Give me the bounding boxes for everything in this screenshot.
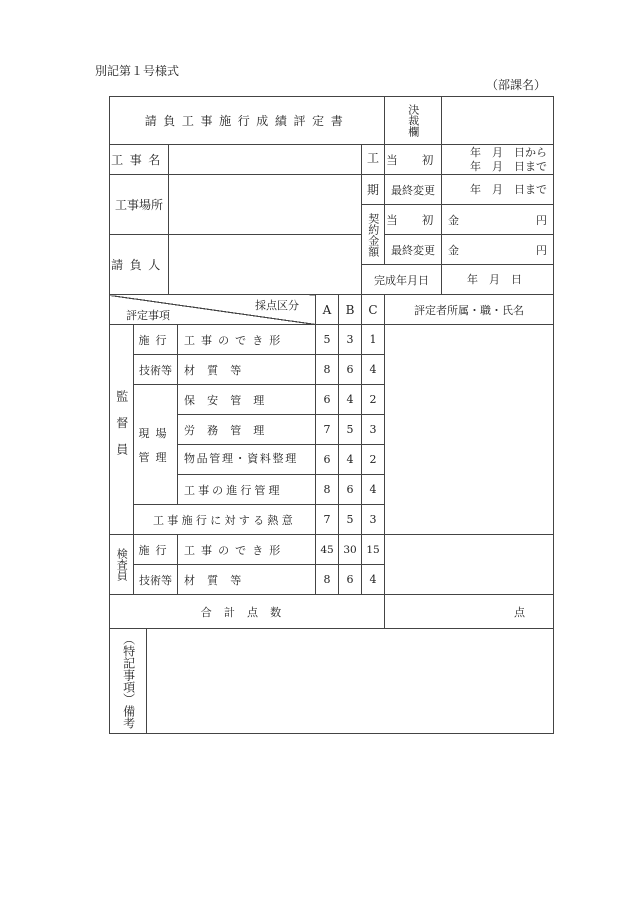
score-b: 5 — [339, 505, 362, 535]
score-a: 8 — [316, 565, 339, 595]
construction-label: 施行 — [134, 535, 178, 565]
total-label: 合計点数 — [110, 595, 385, 629]
score-c: 3 — [362, 415, 385, 445]
period-label-bottom: 期 — [362, 175, 385, 205]
period-final-label: 最終変更 — [385, 175, 442, 205]
notes-label: （特記事項）備考 — [110, 629, 147, 734]
completion-date-label: 完成年月日 — [362, 265, 442, 295]
column-b-header: B — [339, 295, 362, 325]
score-a: 8 — [316, 475, 339, 505]
contractor-label: 請負人 — [110, 235, 169, 295]
score-b: 30 — [339, 535, 362, 565]
contract-amount-label: 契約金額 — [362, 205, 385, 265]
score-item: 労務管理 — [178, 415, 316, 445]
period-final-value[interactable]: 年 月 日まで — [442, 175, 554, 205]
work-place-label: 工事場所 — [110, 175, 169, 235]
score-b: 4 — [339, 445, 362, 475]
score-b: 3 — [339, 325, 362, 355]
supervisor-evaluator-field[interactable] — [385, 325, 554, 535]
score-c: 2 — [362, 445, 385, 475]
score-item: 工事のでき形 — [178, 325, 316, 355]
evaluation-form-table — [109, 96, 554, 734]
score-c: 3 — [362, 505, 385, 535]
form-number: 別記第１号様式 — [95, 64, 180, 78]
site-management-label: 現場 管理 — [134, 385, 178, 505]
score-c: 4 — [362, 475, 385, 505]
evaluator-header: 評定者所属・職・氏名 — [385, 295, 554, 325]
score-item: 材質等 — [178, 355, 316, 385]
score-a: 6 — [316, 445, 339, 475]
score-a: 7 — [316, 505, 339, 535]
supervisor-label: 監督員 — [110, 325, 134, 535]
score-b: 4 — [339, 385, 362, 415]
total-value[interactable]: 点 — [385, 595, 554, 629]
score-b: 6 — [339, 565, 362, 595]
amount-initial-value[interactable]: 金 円 — [442, 205, 554, 235]
technique-label: 技術等 — [134, 565, 178, 595]
period-initial-value[interactable]: 年 月 日から 年 月 日まで — [442, 145, 554, 175]
score-b: 6 — [339, 355, 362, 385]
score-item: 保安管理 — [178, 385, 316, 415]
approval-label: 決裁欄 — [385, 97, 442, 145]
technique-label: 技術等 — [134, 355, 178, 385]
department-label: （部課名） — [485, 78, 546, 92]
score-a: 45 — [316, 535, 339, 565]
period-initial-label: 当 初 — [385, 145, 442, 175]
period-label: 工 — [362, 145, 385, 175]
score-item: 材質等 — [178, 565, 316, 595]
amount-initial-label: 当 初 — [385, 205, 442, 235]
contractor-field[interactable] — [169, 235, 362, 295]
score-b: 5 — [339, 415, 362, 445]
score-a: 7 — [316, 415, 339, 445]
score-a: 5 — [316, 325, 339, 355]
score-b: 6 — [339, 475, 362, 505]
score-c: 1 — [362, 325, 385, 355]
completion-date-value[interactable]: 年 月 日 — [442, 265, 554, 295]
score-a: 6 — [316, 385, 339, 415]
score-item: 工事のでき形 — [178, 535, 316, 565]
score-item: 物品管理・資料整理 — [178, 445, 316, 475]
inspector-label: 検査員 — [110, 535, 134, 595]
score-item: 工事の進行管理 — [178, 475, 316, 505]
work-place-field[interactable] — [169, 175, 362, 235]
score-c: 4 — [362, 565, 385, 595]
approval-field[interactable] — [442, 97, 554, 145]
inspector-evaluator-field[interactable] — [385, 535, 554, 595]
construction-label: 施行 — [134, 325, 178, 355]
score-c: 2 — [362, 385, 385, 415]
score-c: 4 — [362, 355, 385, 385]
amount-final-label: 最終変更 — [385, 235, 442, 265]
work-name-field[interactable] — [169, 145, 362, 175]
form-title: 請負工事施行成績評定書 — [110, 97, 385, 145]
column-a-header: A — [316, 295, 339, 325]
notes-field[interactable] — [147, 629, 554, 734]
score-c: 15 — [362, 535, 385, 565]
column-c-header: C — [362, 295, 385, 325]
score-item: 工事施行に対する熱意 — [134, 505, 316, 535]
amount-final-value[interactable]: 金 円 — [442, 235, 554, 265]
scoring-header-diagonal: 採点区分 評定事項 — [110, 295, 316, 325]
work-name-label: 工事名 — [110, 145, 169, 175]
score-a: 8 — [316, 355, 339, 385]
